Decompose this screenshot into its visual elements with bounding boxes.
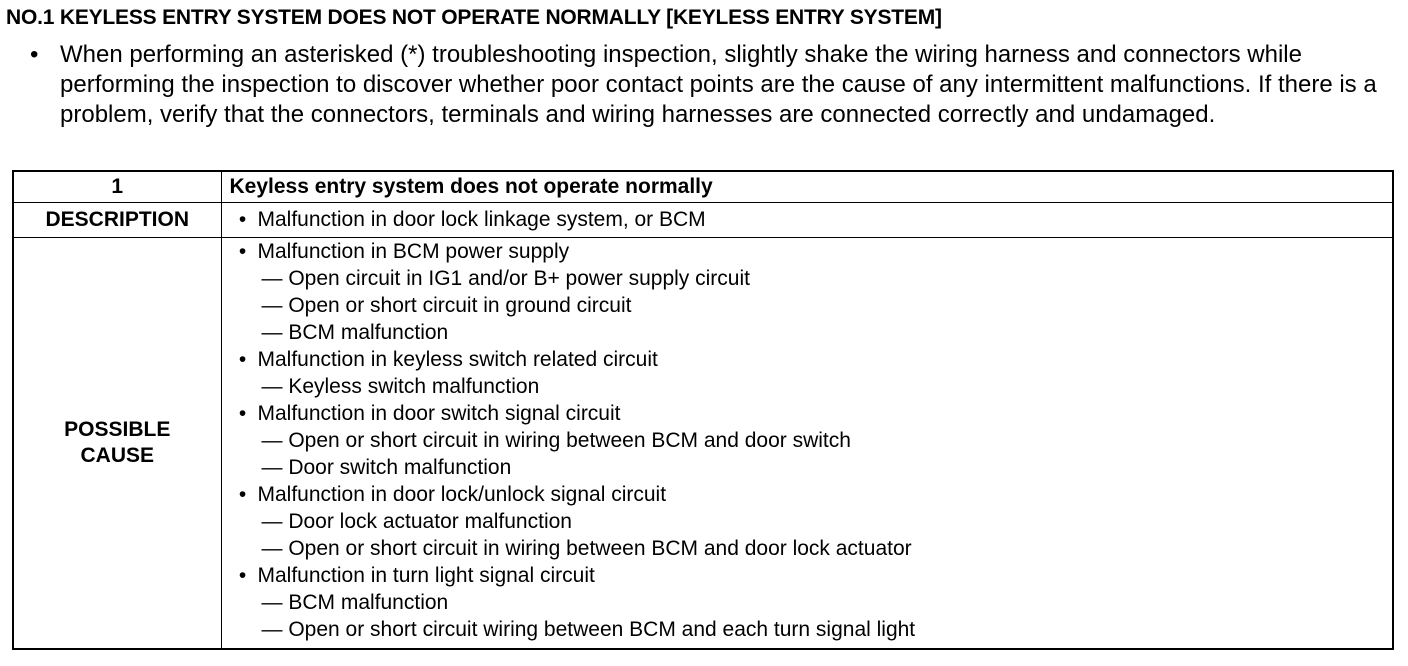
cause-head: • Malfunction in door lock/unlock signal circuit xyxy=(222,481,1393,508)
intro-note xyxy=(30,40,1400,130)
cause-head: • Malfunction in keyless switch related circuit xyxy=(222,346,1393,373)
possible-cause-label-line2: CAUSE xyxy=(80,444,154,467)
possible-cause-label-line1: POSSIBLE xyxy=(64,418,171,441)
cause-sub-item: — Open or short circuit in wiring between BCM and door lock actuator xyxy=(261,537,912,560)
cause-sub-item: — Door switch malfunction xyxy=(261,456,512,479)
step-title: Keyless entry system does not operate normally xyxy=(221,171,1393,203)
description-label: DESCRIPTION xyxy=(13,203,221,238)
bullet-icon: • xyxy=(238,348,247,371)
cause-sub-item: — Open or short circuit wiring between BCM and each turn signal light xyxy=(261,618,916,641)
bullet-icon: • xyxy=(238,208,247,231)
cause-sub-item: — Door lock actuator malfunction xyxy=(261,510,572,533)
troubleshooting-table xyxy=(12,170,1394,650)
cause-head: • Malfunction in turn light signal circuit xyxy=(222,562,1393,589)
bullet-icon: • xyxy=(238,240,247,263)
description-cell xyxy=(221,203,1393,238)
bullet-icon: • xyxy=(30,41,39,68)
step-number: 1 xyxy=(13,171,221,203)
bullet-icon: • xyxy=(238,402,247,425)
cause-sub-item: — BCM malfunction xyxy=(261,321,449,344)
intro-text: When performing an asterisked (*) troubleshooting inspection, slightly shake the wiring harness and connectors while performing the inspection to discover whether poor contact points are the cause of any intermittent malfunctions. If there is a problem, verify that the connectors, terminals and wiring harnesses are connected correctly and undamaged. xyxy=(60,41,1377,128)
cause-group xyxy=(222,562,1393,643)
table-header-row xyxy=(13,171,1393,203)
cause-sub-item: — BCM malfunction xyxy=(261,591,449,614)
cause-sub-item: — Open or short circuit in wiring between BCM and door switch xyxy=(261,429,851,452)
possible-cause-label xyxy=(13,238,221,650)
cause-group xyxy=(222,238,1393,346)
section-heading: NO.1 KEYLESS ENTRY SYSTEM DOES NOT OPERATE NORMALLY [KEYLESS ENTRY SYSTEM] xyxy=(6,6,942,29)
bullet-icon: • xyxy=(238,483,247,506)
cause-group xyxy=(222,400,1393,481)
cause-sub-item: — Open or short circuit in ground circuit xyxy=(261,294,632,317)
cause-sub-item: — Open circuit in IG1 and/or B+ power supply circuit xyxy=(261,267,750,290)
cause-sub-item: — Keyless switch malfunction xyxy=(261,375,540,398)
possible-cause-row xyxy=(13,238,1393,650)
description-row xyxy=(13,203,1393,238)
cause-group xyxy=(222,481,1393,562)
description-text: Malfunction in door lock linkage system, or BCM xyxy=(257,208,706,231)
possible-cause-list xyxy=(221,238,1393,650)
cause-head: • Malfunction in BCM power supply xyxy=(222,238,1393,265)
cause-head: • Malfunction in door switch signal circuit xyxy=(222,400,1393,427)
cause-group xyxy=(222,346,1393,400)
bullet-icon: • xyxy=(238,564,247,587)
